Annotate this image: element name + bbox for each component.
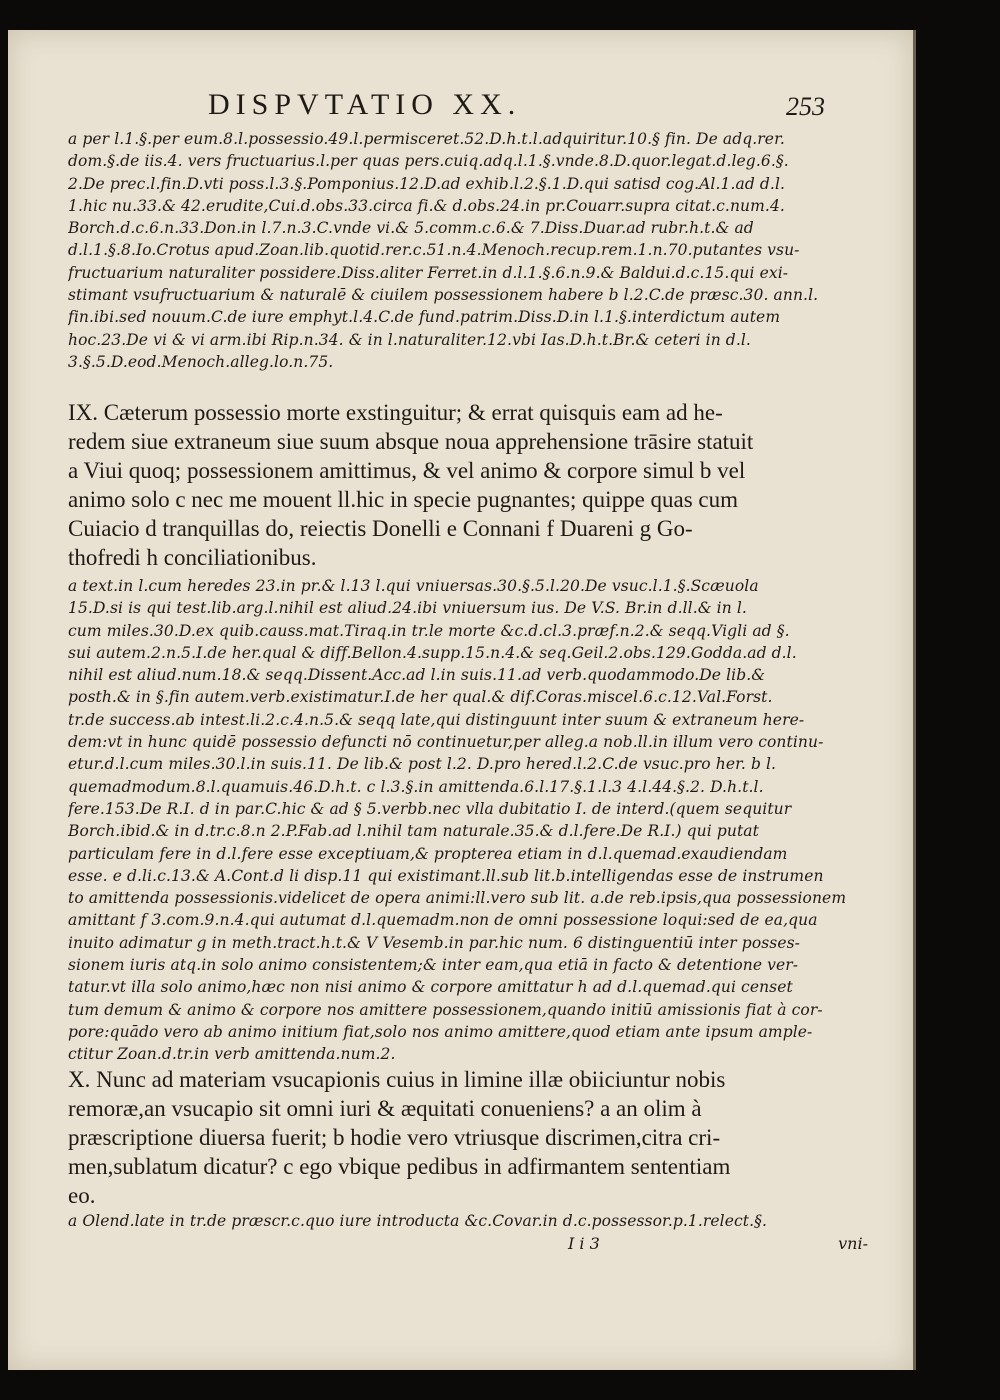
footnote-line: inuito adimatur g in meth.tract.h.t.& V Vesemb.in par.hic num. 6 distinguentiū inter posses- xyxy=(68,933,801,952)
running-title: DISPVTATIO XX. xyxy=(208,88,522,121)
footnote-line: sionem iuris atq.in solo animo consistentem;& inter eam,qua etiā in facto & detentione ver- xyxy=(68,956,799,975)
footnote-line: 15.D.si is qui test.lib.arg.l.nihil est aliud.24.ibi vniuersum ius. De V.S. Br.in d.ll.& in l. xyxy=(68,599,747,618)
footnote-line: Borch.d.c.6.n.33.Don.in l.7.n.3.C.vnde vi.& 5.comm.c.6.& 7.Diss.Duar.ad rubr.h.t.& ad xyxy=(68,219,754,238)
footnote-line: dom.§.de iis.4. vers fructuarius.l.per quas pers.cuiq.adq.l.1.§.vnde.8.D.quor.legat.d.leg.6.§. xyxy=(68,152,789,171)
paragraph-ix xyxy=(68,398,868,572)
paragraph-line: eo. xyxy=(68,1183,96,1208)
footnote-line: d.l.1.§.8.Io.Crotus apud.Zoan.lib.quotid.rer.c.51.n.4.Menoch.recup.rem.1.n.70.putantes vsu- xyxy=(68,241,800,260)
page-number: 253 xyxy=(786,92,825,121)
paragraph-line: redem siue extraneum siue suum absque noua apprehensione trāsire statuit xyxy=(68,429,754,454)
signature-mark: I i 3 xyxy=(568,1234,600,1253)
paragraph-line: thofredi h conciliationibus. xyxy=(68,545,317,570)
paragraph-line: men,sublatum dicatur? c ego vbique pedibus in adfirmantem sententiam xyxy=(68,1154,731,1179)
paragraph-line: remoræ,an vsucapio sit omni iuri & æquitati conueniens? a an olim à xyxy=(68,1096,702,1121)
footnote-line: a text.in l.cum heredes 23.in pr.& l.13 l.qui vniuersas.30.§.5.l.20.De vsuc.l.1.§.Scæuola xyxy=(68,577,759,595)
footnote-line: hoc.23.De vi & vi arm.ibi Rip.n.34. & in l.naturaliter.12.vbi Ias.D.h.t.Br.& ceteri in d.l. xyxy=(68,330,751,349)
paragraph-line: IX. Cæterum possessio morte exstinguitur; & errat quisquis eam ad he- xyxy=(68,400,723,425)
footnote-line: cum miles.30.D.ex quib.causs.mat.Tiraq.in tr.le morte &c.d.cl.3.præf.n.2.& seqq.Vigli ad §. xyxy=(68,621,790,640)
footnote-line: to amittenda possessionis.videlicet de opera animi:ll.vero sub lit. a.de reb.ipsis,qua possessionem xyxy=(68,889,847,908)
paragraph-line: X. Nunc ad materiam vsucapionis cuius in limine illæ obiiciuntur nobis xyxy=(68,1067,726,1092)
footnote-line: tum demum & animo & corpore nos amittere possessionem,quando initiū amissionis fiat à cor- xyxy=(68,1000,823,1019)
paragraph-line: Cuiacio d tranquillas do, reiectis Donelli e Connani f Duareni g Go- xyxy=(68,516,693,541)
footnote-line: a per l.1.§.per eum.8.l.possessio.49.l.permisceret.52.D.h.t.l.adquiritur.10.§ fin. De adq.rer. xyxy=(68,130,785,148)
book-page xyxy=(8,30,916,1370)
footnote-line: fin.ibi.sed nouum.C.de iure emphyt.l.4.C.de fund.patrim.Diss.D.in l.1.§.interdictum autem xyxy=(68,308,781,327)
footnote-line: stimant vsufructuarium & naturalē & ciuilem possessionem habere b l.2.C.de præsc.30. ann.l. xyxy=(68,286,819,305)
footnote-line: sui autem.2.n.5.I.de her.qual & diff.Bellon.4.supp.15.n.4.& seq.Geil.2.obs.129.Godda.ad d.l. xyxy=(68,643,797,662)
footnote-line: particulam fere in d.l.fere esse exceptiuam,& propterea etiam in d.l.quemad.exaudiendam xyxy=(68,844,788,863)
paragraph-line: animo solo c nec me mouent ll.hic in specie pugnantes; quippe quas cum xyxy=(68,487,739,512)
footnote-line: tr.de success.ab intest.li.2.c.4.n.5.& seqq late,qui distinguunt inter suum & extraneum here- xyxy=(68,710,805,729)
footnotes-section-9 xyxy=(68,575,868,1066)
footnote-line: 2.De prec.l.fin.D.vti poss.l.3.§.Pomponius.12.D.ad exhib.l.2.§.1.D.qui satisd cog.Al.1.ad d.l. xyxy=(68,174,786,193)
paragraph-line: a Viui quoq; possessionem amittimus, & vel animo & corpore simul b vel xyxy=(68,458,746,483)
paragraph-x xyxy=(68,1065,868,1210)
running-header xyxy=(208,88,883,128)
footnote-line: amittant f 3.com.9.n.4.qui autumat d.l.quemadm.non de omni possessione loqui:sed de ea,qua xyxy=(68,911,818,930)
footnote-line: etur.d.l.cum miles.30.l.in suis.11. De lib.& post l.2. D.pro hered.l.2.C.de vsuc.pro her. b l. xyxy=(68,755,777,774)
footnote-line: fere.153.De R.I. d in par.C.hic & ad § 5.verbb.nec vlla dubitatio I. de interd.(quem sequitur xyxy=(68,799,792,818)
footnote-line: Borch.ibid.& in d.tr.c.8.n 2.P.Fab.ad l.nihil tam naturale.35.& d.l.fere.De R.I.) qui putat xyxy=(68,822,759,841)
footnote-line: esse. e d.li.c.13.& A.Cont.d li disp.11 qui existimant.ll.sub lit.b.intelligendas esse de instrumen xyxy=(68,866,824,885)
footnote-line: quemadmodum.8.l.quamuis.46.D.h.t. c l.3.§.in amittenda.6.l.17.§.1.l.3 4.l.44.§.2. D.h.t.l. xyxy=(68,777,764,796)
footnote-line: tatur.vt illa solo animo,hæc non nisi animo & corpore amittatur h ad d.l.quemad.qui censet xyxy=(68,978,793,997)
footnote-line: dem:vt in hunc quidē possessio defuncti nō continuetur,per alleg.a nob.ll.in illum vero continu- xyxy=(68,733,824,752)
footnote-line: nihil est aliud.num.18.& seqq.Dissent.Acc.ad l.in suis.11.ad verb.quodammodo.De lib.& xyxy=(68,666,766,685)
footnote-line: fructuarium naturaliter possidere.Diss.aliter Ferret.in d.l.1.§.6.n.9.& Baldui.d.c.15.qui exi- xyxy=(68,263,789,282)
footnote-line: 3.§.5.D.eod.Menoch.alleg.lo.n.75. xyxy=(68,352,334,371)
footnote-line: posth.& in §.fin autem.verb.existimatur.I.de her qual.& dif.Coras.miscel.6.c.12.Val.Forst. xyxy=(68,688,773,707)
paragraph-line: præscriptione diuersa fuerit; b hodie vero vtriusque discrimen,citra cri- xyxy=(68,1125,721,1150)
footnotes-section-10 xyxy=(68,1210,868,1232)
page-footer xyxy=(568,1234,868,1258)
footnote-line: 1.hic nu.33.& 42.erudite,Cui.d.obs.33.circa fi.& d.obs.24.in pr.Couarr.supra citat.c.num.4. xyxy=(68,196,785,215)
footnote-line: ctitur Zoan.d.tr.in verb amittenda.num.2. xyxy=(68,1045,396,1064)
footnote-line: a Olend.late in tr.de præscr.c.quo iure introducta &c.Covar.in d.c.possessor.p.1.relect.§. xyxy=(68,1212,768,1230)
footnote-line: pore:quādo vero ab animo initium fiat,solo nos animo amittere,quod etiam ante ipsum ample- xyxy=(68,1022,813,1041)
footnotes-section-8 xyxy=(68,128,868,373)
catchword: vni- xyxy=(838,1234,868,1253)
